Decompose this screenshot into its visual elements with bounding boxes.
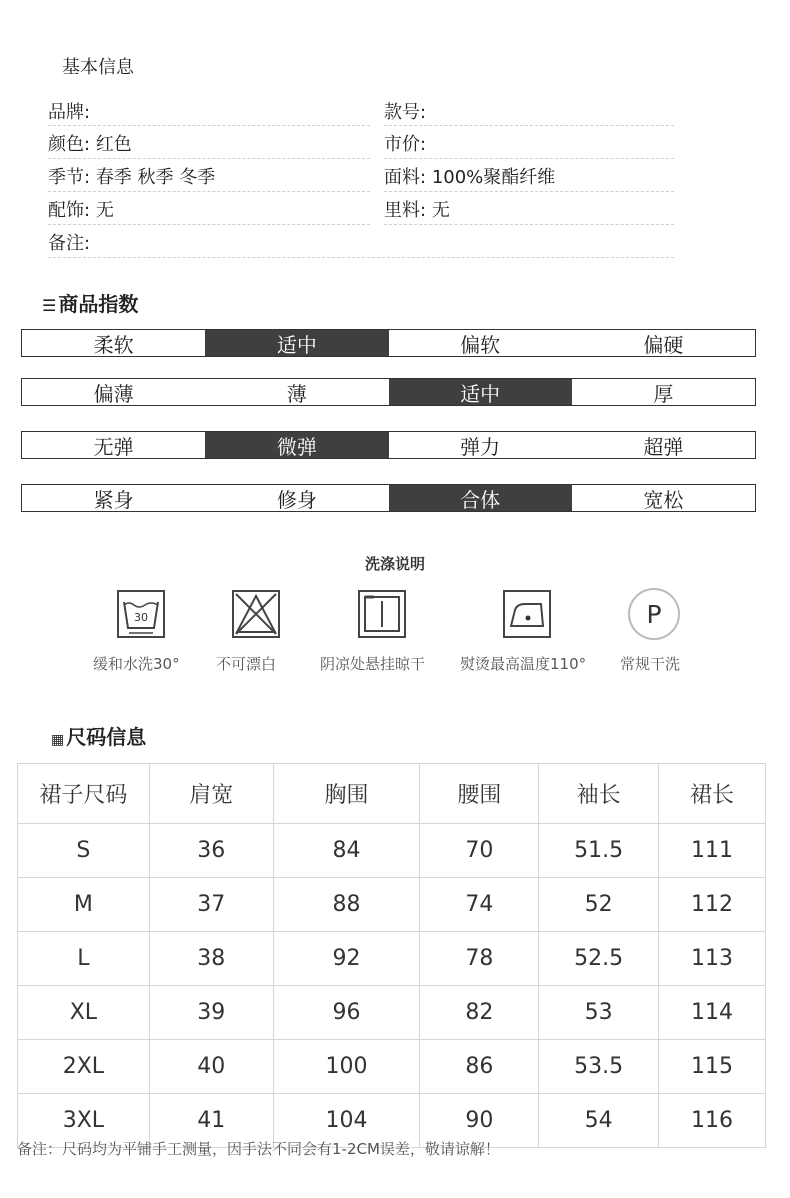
table-cell: 53.5 — [539, 1040, 659, 1094]
table-cell: 52.5 — [539, 932, 659, 986]
table-cell: 37 — [149, 878, 273, 932]
index-cell: 无弹 — [93, 434, 134, 459]
table-header-cell: 胸围 — [273, 764, 420, 824]
table-cell: 115 — [659, 1040, 766, 1094]
index-cell: 超弹 — [643, 434, 684, 459]
index-row-fit — [21, 484, 756, 512]
table-header-cell: 腰围 — [420, 764, 539, 824]
index-cell: 薄 — [286, 381, 307, 406]
wash-temp-text: 30 — [134, 611, 148, 624]
size-table — [17, 763, 766, 1148]
divider — [384, 158, 674, 159]
table-cell: 114 — [659, 986, 766, 1040]
table-row — [18, 986, 766, 1040]
dry-clean-letter: P — [646, 600, 662, 629]
table-row — [18, 1040, 766, 1094]
index-cell: 偏硬 — [643, 332, 684, 357]
field-color — [48, 130, 132, 156]
hang-dry-shade-icon — [307, 588, 457, 640]
field-value: 红色 — [95, 134, 132, 155]
basic-info-title: 基本信息 — [62, 57, 134, 78]
size-title-text: 尺码信息 — [66, 725, 147, 749]
table-cell: 39 — [149, 986, 273, 1040]
field-style-no — [384, 98, 426, 124]
size-label-cell: XL — [18, 986, 150, 1040]
index-title-text: 商品指数 — [58, 292, 139, 316]
index-cell-selected: 微弹 — [205, 432, 388, 458]
table-cell: 52 — [539, 878, 659, 932]
divider — [48, 158, 370, 159]
wash-label: 常规干洗 — [620, 655, 681, 673]
table-cell: 40 — [149, 1040, 273, 1094]
field-label: 季节: — [48, 167, 91, 188]
table-row — [18, 932, 766, 986]
size-label-cell: L — [18, 932, 150, 986]
table-cell: 82 — [420, 986, 539, 1040]
field-value: 无 — [431, 200, 450, 221]
index-cell: 宽松 — [643, 487, 684, 512]
field-value: 春季 秋季 冬季 — [95, 167, 216, 188]
table-cell: 78 — [420, 932, 539, 986]
table-cell: 88 — [273, 878, 420, 932]
field-label: 颜色: — [48, 134, 91, 155]
index-row-thickness — [21, 378, 756, 406]
table-cell: 53 — [539, 986, 659, 1040]
wash-section-title: 洗涤说明 — [364, 555, 425, 573]
field-fabric — [384, 163, 555, 189]
index-cell: 柔软 — [93, 332, 134, 357]
table-cell: 112 — [659, 878, 766, 932]
field-remark — [48, 229, 90, 255]
list-icon: ☰ — [42, 296, 57, 315]
table-row — [18, 824, 766, 878]
table-cell: 86 — [420, 1040, 539, 1094]
table-header-cell: 裙长 — [659, 764, 766, 824]
size-label-cell: 2XL — [18, 1040, 150, 1094]
wash-label: 缓和水洗30° — [93, 655, 180, 673]
wash-label: 不可漂白 — [216, 655, 277, 673]
field-accessory — [48, 196, 114, 222]
table-row — [18, 878, 766, 932]
wash-label: 熨烫最高温度110° — [460, 655, 587, 673]
table-cell: 74 — [420, 878, 539, 932]
index-cell: 紧身 — [93, 487, 134, 512]
field-value: 100%聚酯纤维 — [431, 167, 556, 188]
size-note: 备注：尺码均为平铺手工测量，因手法不同会有1-2CM误差，敬请谅解！ — [17, 1140, 500, 1158]
divider — [384, 191, 674, 192]
field-lining — [384, 196, 450, 222]
divider — [48, 125, 370, 126]
table-cell: 38 — [149, 932, 273, 986]
index-row-elasticity — [21, 431, 756, 459]
size-label-cell: 3XL — [18, 1094, 150, 1148]
table-header-cell: 裙子尺码 — [18, 764, 150, 824]
field-brand — [48, 98, 90, 124]
field-label: 市价: — [384, 134, 427, 155]
divider — [48, 257, 674, 258]
divider — [48, 191, 370, 192]
index-cell-selected: 适中 — [205, 330, 388, 356]
field-market-price — [384, 130, 426, 156]
table-cell: 104 — [273, 1094, 420, 1148]
index-cell-selected: 适中 — [389, 379, 572, 405]
table-cell: 54 — [539, 1094, 659, 1148]
table-cell: 92 — [273, 932, 420, 986]
index-cell: 弹力 — [460, 434, 501, 459]
table-cell: 96 — [273, 986, 420, 1040]
table-header-cell: 肩宽 — [149, 764, 273, 824]
size-section-title — [51, 721, 146, 750]
divider — [384, 125, 674, 126]
dry-clean-p-icon — [579, 586, 729, 642]
table-cell: 113 — [659, 932, 766, 986]
divider — [384, 224, 674, 225]
table-cell: 41 — [149, 1094, 273, 1148]
table-cell: 116 — [659, 1094, 766, 1148]
table-cell: 100 — [273, 1040, 420, 1094]
divider — [48, 224, 370, 225]
table-cell: 36 — [149, 824, 273, 878]
index-section-title — [42, 288, 138, 317]
index-cell: 厚 — [653, 381, 674, 406]
index-row-softness — [21, 329, 756, 357]
table-icon: ▦ — [51, 732, 65, 748]
table-header-cell: 袖长 — [539, 764, 659, 824]
index-cell: 修身 — [276, 487, 317, 512]
field-label: 备注: — [48, 233, 91, 254]
index-cell-selected: 合体 — [389, 485, 572, 511]
field-label: 品牌: — [48, 102, 91, 123]
table-cell: 90 — [420, 1094, 539, 1148]
table-cell: 51.5 — [539, 824, 659, 878]
field-label: 配饰: — [48, 200, 91, 221]
field-value: 无 — [95, 200, 114, 221]
field-season — [48, 163, 215, 189]
table-cell: 84 — [273, 824, 420, 878]
table-cell: 70 — [420, 824, 539, 878]
index-cell: 偏薄 — [93, 381, 134, 406]
wash-label: 阴凉处悬挂晾干 — [320, 655, 426, 673]
table-cell: 111 — [659, 824, 766, 878]
index-cell: 偏软 — [460, 332, 501, 357]
table-header-row — [18, 764, 766, 824]
field-label: 面料: — [384, 167, 427, 188]
size-label-cell: S — [18, 824, 150, 878]
size-label-cell: M — [18, 878, 150, 932]
field-label: 里料: — [384, 200, 427, 221]
field-label: 款号: — [384, 102, 427, 123]
